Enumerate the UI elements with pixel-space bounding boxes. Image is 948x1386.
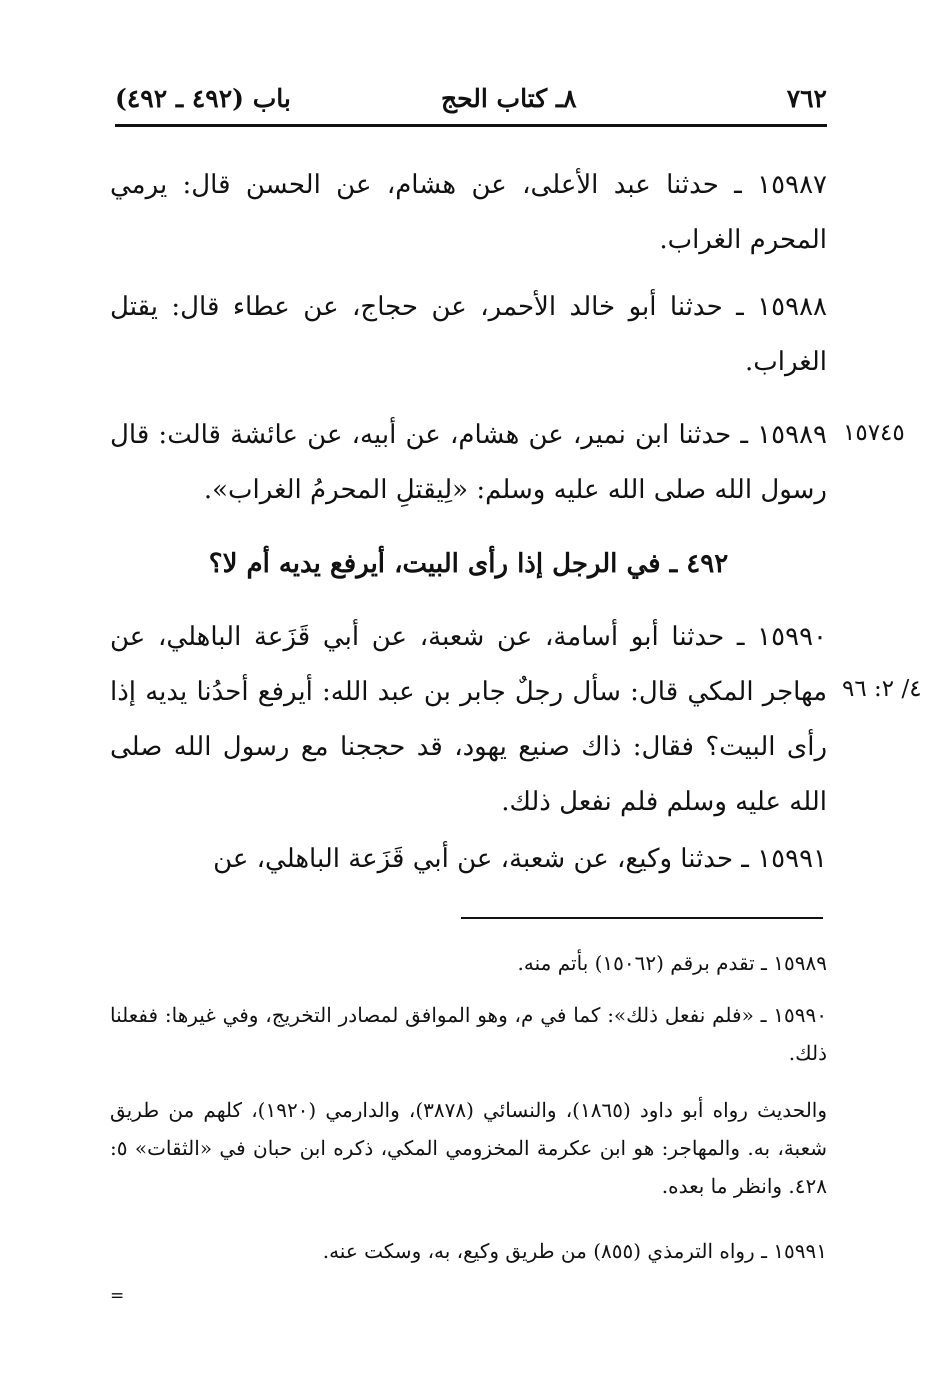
chapter-range: باب (٤٩٢ ـ ٤٩٢) [115, 84, 291, 113]
footnote-15990-takhrij: والحديث رواه أبو داود (١٨٦٥)، والنسائي (٣٨٧٨)، والدارمي (١٩٢٠)، كلهم من طريق شعبة، به. والمهاجر: هو ابن عكرمة المخزومي المكي، ذكره ابن حبان في «الثقات» ٥: ٤٢٨. وانظر ما بعده. [110, 1098, 828, 1198]
footnote-15989: ١٥٩٨٩ ـ تقدم برقم (١٥٠٦٢) بأتم منه. [517, 951, 827, 975]
hadith-15987: ١٥٩٨٧ ـ حدثنا عبد الأعلى، عن هشام، عن الحسن قال: يرمي المحرم الغراب. [110, 170, 827, 255]
margin-ref-15745: ١٥٧٤٥ [843, 420, 905, 446]
footnote-rule [461, 917, 823, 919]
footnote-15990: ١٥٩٩٠ ـ «فلم نفعل ذلك»: كما في م، وهو الموافق لمصادر التخريج، وفي غيرها: ففعلنا ذلك. [110, 1003, 827, 1065]
chapter-heading-492: ٤٩٢ ـ في الرجل إذا رأى البيت، أيرفع يديه أم لا؟ [208, 549, 729, 579]
hadith-15989: ١٥٩٨٩ ـ حدثنا ابن نمير، عن هشام، عن أبيه، عن عائشة قالت: قال رسول الله صلى الله عليه وسلم: «لِيقتلِ المحرمُ الغراب». [110, 420, 827, 505]
running-header [115, 84, 827, 124]
footnote-15991: ١٥٩٩١ ـ رواه الترمذي (٨٥٥) من طريق وكيع، به، وسكت عنه. [322, 1239, 827, 1263]
hadith-15990: ١٥٩٩٠ ـ حدثنا أبو أسامة، عن شعبة، عن أبي قَزَعة الباهلي، عن مهاجر المكي قال: سأل رجلٌ جابر بن عبد الله: أيرفع أحدُنا يديه إذا رأى البيت؟ فقال: ذاك صنيع يهود، قد حججنا مع رسول الله صلى الله عليه وسلم فلم نفعل ذلك. [110, 622, 827, 817]
page-number: ٧٦٢ [786, 84, 827, 113]
hadith-15991: ١٥٩٩١ ـ حدثنا وكيع، عن شعبة، عن أبي قَزَعة الباهلي، عن [213, 844, 827, 874]
margin-ref-volume: ٤/ ٢: ٩٦ [842, 676, 922, 702]
hadith-15988: ١٥٩٨٨ ـ حدثنا أبو خالد الأحمر، عن حجاج، عن عطاء قال: يقتل الغراب. [110, 292, 827, 377]
header-rule [115, 124, 827, 127]
book-title: ٨ـ كتاب الحج [441, 84, 577, 113]
page-continuation-mark: = [110, 1286, 125, 1306]
